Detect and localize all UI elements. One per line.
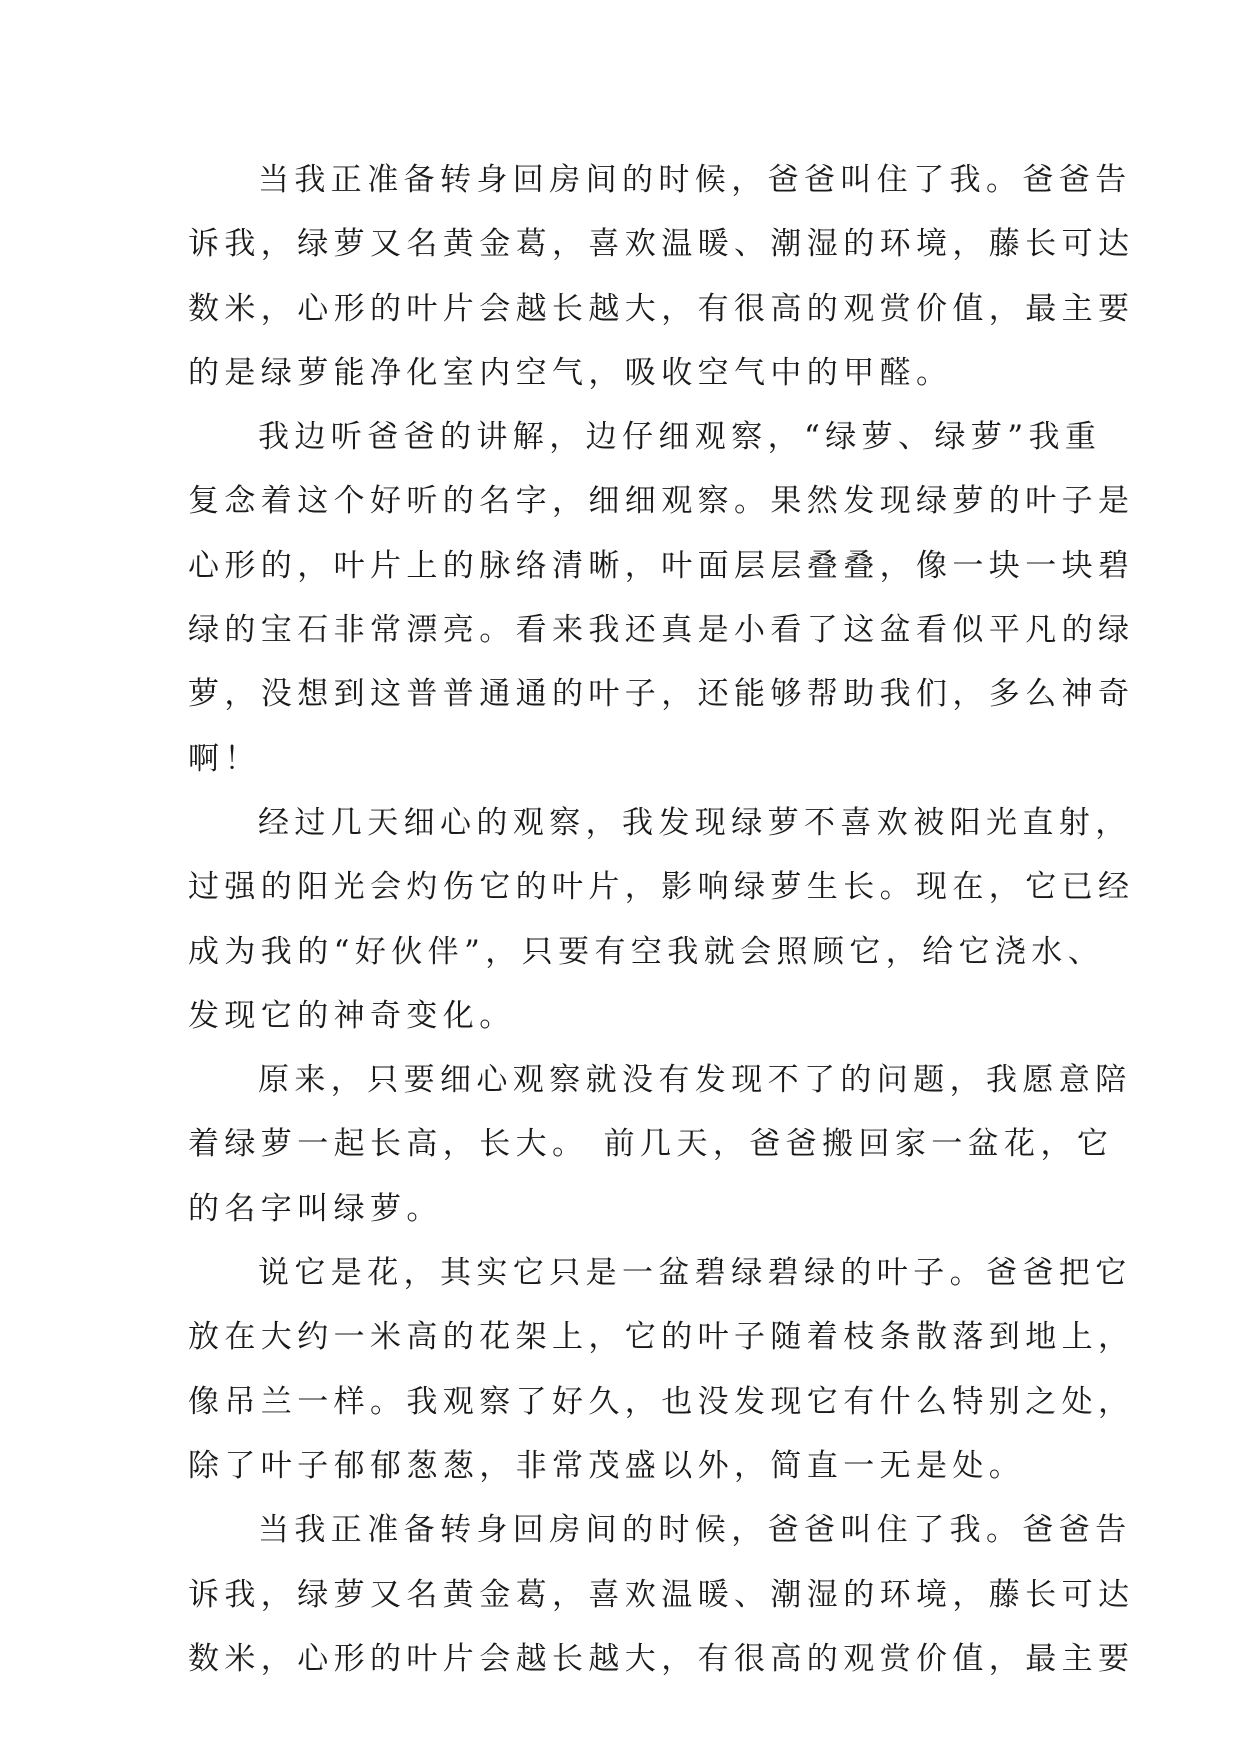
text-line: 心形的，叶片上的脉络清晰，叶面层层叠叠，像一块一块碧 xyxy=(188,547,1135,584)
text-line: 发现它的神奇变化。 xyxy=(188,997,516,1034)
text-line: 除了叶子郁郁葱葱，非常茂盛以外，简直一无是处。 xyxy=(188,1447,1026,1484)
text-line: 复念着这个好听的名字，细细观察。果然发现绿萝的叶子是 xyxy=(188,483,1135,520)
text-line: 绿的宝石非常漂亮。看来我还真是小看了这盆看似平凡的绿 xyxy=(188,612,1135,649)
text-line: 像吊兰一样。我观察了好久，也没发现它有什么特别之处， xyxy=(188,1383,1135,1420)
document-page xyxy=(188,148,1135,1691)
text-line: 萝，没想到这普普通通的叶子，还能够帮助我们，多么神奇 xyxy=(188,676,1135,713)
text-line: 经过几天细心的观察，我发现绿萝不喜欢被阳光直射， xyxy=(258,804,1132,841)
text-line: 我边听爸爸的讲解，边仔细观察，“绿萝、绿萝”我重 xyxy=(258,419,1102,456)
text-line: 着绿萝一起长高，长大。 前几天，爸爸搬回家一盆花，它 xyxy=(188,1126,1114,1163)
text-line: 数米，心形的叶片会越长越大，有很高的观赏价值，最主要 xyxy=(188,1640,1135,1677)
text-line: 的名字叫绿萝。 xyxy=(188,1190,443,1227)
text-line: 诉我，绿萝又名黄金葛，喜欢温暖、潮湿的环境，藤长可达 xyxy=(188,1576,1135,1613)
text-line: 放在大约一米高的花架上，它的叶子随着枝条散落到地上， xyxy=(188,1319,1135,1356)
text-line: 的是绿萝能净化室内空气，吸收空气中的甲醛。 xyxy=(188,354,953,391)
text-line: 说它是花，其实它只是一盆碧绿碧绿的叶子。爸爸把它 xyxy=(258,1255,1132,1292)
text-line: 数米，心形的叶片会越长越大，有很高的观赏价值，最主要 xyxy=(188,290,1135,327)
text-line: 原来，只要细心观察就没有发现不了的问题，我愿意陪 xyxy=(258,1062,1132,1099)
text-line: 成为我的“好伙伴”，只要有空我就会照顾它，给它浇水、 xyxy=(188,933,1105,970)
text-line: 诉我，绿萝又名黄金葛，喜欢温暖、潮湿的环境，藤长可达 xyxy=(188,226,1135,263)
text-line: 过强的阳光会灼伤它的叶片，影响绿萝生长。现在，它已经 xyxy=(188,869,1135,906)
text-line: 啊！ xyxy=(188,740,261,777)
text-line: 当我正准备转身回房间的时候，爸爸叫住了我。爸爸告 xyxy=(258,1512,1132,1549)
text-line: 当我正准备转身回房间的时候，爸爸叫住了我。爸爸告 xyxy=(258,162,1132,198)
